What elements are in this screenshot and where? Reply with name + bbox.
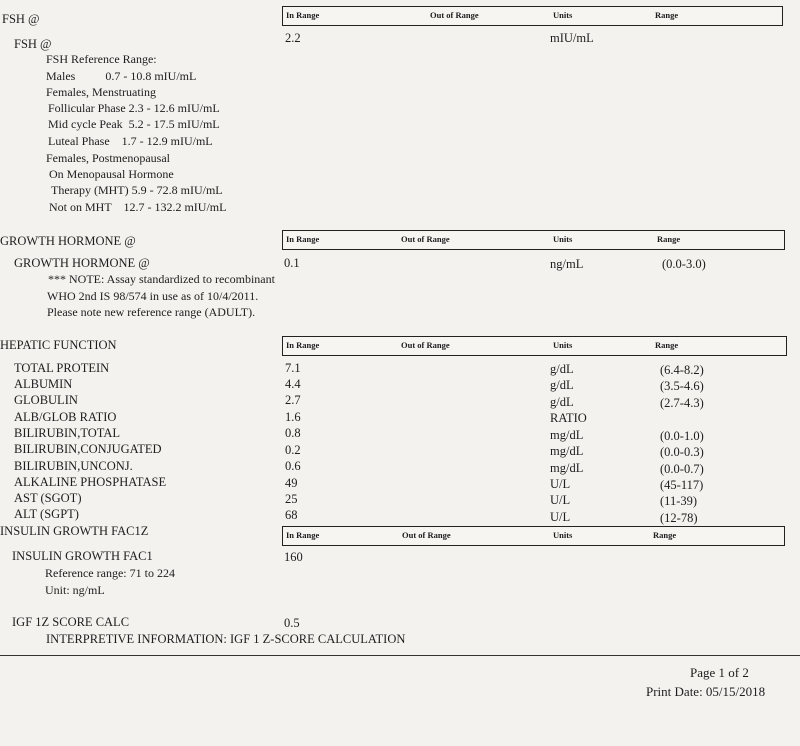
hepatic-row-value: 68	[285, 508, 298, 522]
range-growth-hormone: (0.0-3.0)	[662, 257, 706, 271]
hepatic-row-units: U/L	[550, 493, 571, 507]
col-range: Range	[653, 530, 677, 540]
fsh-ref-line: Follicular Phase 2.3 - 12.6 mIU/mL	[48, 101, 220, 115]
value-igf-z-score: 0.5	[284, 616, 300, 630]
hepatic-row-value: 0.2	[285, 443, 301, 457]
col-units: Units	[553, 10, 573, 20]
hepatic-row-name: ALT (SGPT)	[14, 507, 79, 521]
col-in-range: In Range	[286, 530, 320, 540]
test-name-igf: INSULIN GROWTH FAC1	[12, 549, 153, 563]
igf-interpretive-info: INTERPRETIVE INFORMATION: IGF 1 Z-SCORE CALCULATION	[46, 632, 406, 646]
hepatic-row-name: ALBUMIN	[14, 377, 73, 391]
hepatic-row-name: BILIRUBIN,TOTAL	[14, 426, 121, 440]
col-range: Range	[655, 340, 679, 350]
column-header-bar-hepatic	[282, 336, 787, 356]
fsh-ref-line: Luteal Phase 1.7 - 12.9 mIU/mL	[48, 134, 213, 148]
col-units: Units	[553, 340, 573, 350]
hepatic-row-units: g/dL	[550, 362, 574, 376]
print-date: Print Date: 05/15/2018	[646, 684, 766, 699]
hepatic-row-units: mg/dL	[550, 461, 584, 475]
col-units: Units	[553, 234, 573, 244]
fsh-ref-line: Males 0.7 - 10.8 mIU/mL	[46, 69, 197, 83]
gh-note-line: Please note new reference range (ADULT).	[47, 305, 256, 319]
col-out-of-range: Out of Range	[430, 10, 479, 20]
column-header-bar-igf	[282, 526, 785, 546]
column-header-bar-fsh	[282, 6, 783, 26]
col-in-range: In Range	[286, 234, 320, 244]
hepatic-row-value: 2.7	[285, 393, 301, 407]
value-igf: 160	[284, 550, 303, 564]
hepatic-row-range: (3.5-4.6)	[660, 379, 704, 393]
value-growth-hormone: 0.1	[284, 256, 300, 270]
col-in-range: In Range	[286, 340, 320, 350]
col-range: Range	[655, 10, 679, 20]
units-fsh: mIU/mL	[550, 31, 594, 45]
units-growth-hormone: ng/mL	[550, 257, 584, 271]
igf-reference-range: Reference range: 71 to 224	[45, 566, 175, 580]
fsh-ref-line: FSH Reference Range:	[46, 52, 157, 66]
column-header-bar-growth-hormone	[282, 230, 785, 250]
fsh-ref-line: Therapy (MHT) 5.9 - 72.8 mIU/mL	[51, 183, 223, 197]
igf-unit-line: Unit: ng/mL	[45, 583, 105, 597]
hepatic-row-name: AST (SGOT)	[14, 491, 82, 505]
hepatic-row-units: RATIO	[550, 411, 587, 425]
hepatic-row-units: mg/dL	[550, 428, 584, 442]
hepatic-row-range: (45-117)	[660, 478, 704, 492]
test-name-fsh: FSH @	[14, 37, 52, 51]
hepatic-row-value: 1.6	[285, 410, 301, 424]
hepatic-row-units: U/L	[550, 477, 571, 491]
col-units: Units	[553, 530, 573, 540]
hepatic-row-value: 49	[285, 476, 298, 490]
value-fsh: 2.2	[285, 31, 301, 45]
section-title-hepatic: HEPATIC FUNCTION	[0, 338, 117, 352]
hepatic-row-name: TOTAL PROTEIN	[14, 361, 110, 375]
test-name-growth-hormone: GROWTH HORMONE @	[14, 256, 150, 270]
section-title-growth-hormone: GROWTH HORMONE @	[0, 234, 136, 248]
col-in-range: In Range	[286, 10, 320, 20]
hepatic-row-range: (11-39)	[660, 494, 698, 508]
fsh-ref-line: Not on MHT 12.7 - 132.2 mIU/mL	[49, 200, 227, 214]
fsh-ref-line: On Menopausal Hormone	[49, 167, 174, 181]
col-out-of-range: Out of Range	[401, 234, 450, 244]
hepatic-row-name: GLOBULIN	[14, 393, 78, 407]
col-range: Range	[657, 234, 681, 244]
fsh-ref-line: Mid cycle Peak 5.2 - 17.5 mIU/mL	[48, 117, 220, 131]
hepatic-row-units: g/dL	[550, 395, 574, 409]
hepatic-row-units: U/L	[550, 510, 571, 524]
hepatic-row-units: g/dL	[550, 378, 574, 392]
hepatic-row-name: BILIRUBIN,UNCONJ.	[14, 459, 133, 473]
fsh-ref-line: Females, Postmenopausal	[46, 151, 170, 165]
hepatic-row-range: (12-78)	[660, 511, 698, 525]
hepatic-row-range: (2.7-4.3)	[660, 396, 704, 410]
hepatic-row-name: BILIRUBIN,CONJUGATED	[14, 442, 162, 456]
hepatic-row-name: ALKALINE PHOSPHATASE	[14, 475, 167, 489]
hepatic-row-units: mg/dL	[550, 444, 584, 458]
hepatic-row-range: (0.0-0.3)	[660, 445, 704, 459]
hepatic-row-value: 7.1	[285, 361, 301, 375]
section-title-fsh: FSH @	[2, 12, 40, 26]
gh-note-line: WHO 2nd IS 98/574 in use as of 10/4/2011.	[47, 289, 259, 303]
hepatic-row-value: 25	[285, 492, 298, 506]
hepatic-row-value: 0.6	[285, 459, 301, 473]
section-title-igf: INSULIN GROWTH FAC1Z	[0, 524, 149, 538]
hepatic-row-value: 4.4	[285, 377, 301, 391]
hepatic-row-range: (6.4-8.2)	[660, 363, 704, 377]
col-out-of-range: Out of Range	[402, 530, 451, 540]
hepatic-row-name: ALB/GLOB RATIO	[14, 410, 117, 424]
page-number: Page 1 of 2	[690, 665, 749, 680]
gh-note-line: *** NOTE: Assay standardized to recombinant	[48, 272, 275, 286]
hepatic-row-value: 0.8	[285, 426, 301, 440]
hepatic-row-range: (0.0-0.7)	[660, 462, 704, 476]
test-name-igf-z-score: IGF 1Z SCORE CALC	[12, 615, 130, 629]
footer-divider	[0, 655, 800, 656]
hepatic-row-range: (0.0-1.0)	[660, 429, 704, 443]
fsh-ref-line: Females, Menstruating	[46, 85, 156, 99]
col-out-of-range: Out of Range	[401, 340, 450, 350]
